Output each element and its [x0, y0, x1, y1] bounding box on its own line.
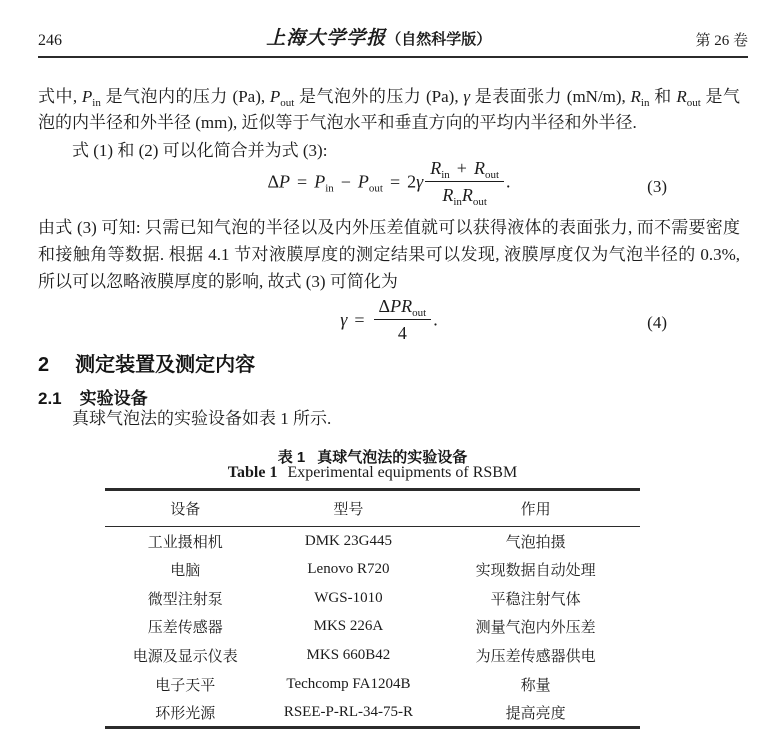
- cell-equipment: 微型注射泵: [147, 591, 223, 608]
- paragraph-text: 和: [649, 87, 677, 106]
- cell-equipment: 环形光源: [155, 705, 216, 722]
- math-var: P: [269, 87, 281, 106]
- table-caption-en-text: Experimental equipments of RSBM: [287, 464, 518, 481]
- math-var: P: [357, 171, 369, 192]
- plus-sign: +: [456, 158, 467, 178]
- fraction-numerator: [374, 296, 432, 319]
- body-paragraph-3: 由式 (3) 可知: 只需已知气泡的半径以及内外压差值就可以获得液体的表面张力, 而不需要密度和接触角等数据. 根据 4.1 节对液膜厚度的测定结果可以发现, 液膜厚度仅为气泡半径的 0.3%, 所以可以忽略液膜厚度的影响, 故式 (3) 可简化为: [38, 218, 740, 291]
- fraction: [425, 158, 504, 208]
- cell-equipment: 压差传感器: [147, 620, 223, 637]
- table-row: [105, 584, 640, 613]
- math-subscript: in: [92, 97, 101, 109]
- cell-model: DMK 23G445: [304, 532, 392, 549]
- page-number: 246: [38, 32, 62, 49]
- journal-subtitle: （自然科学版）: [386, 32, 492, 48]
- math-delta: Δ: [267, 171, 280, 192]
- paragraph-text: 是气泡的内半径和外半径 (mm), 近似等于气泡水平和垂直方向的平均内半径和外半径.: [38, 87, 741, 132]
- math-number: 4: [397, 323, 407, 343]
- equation-number: (4): [647, 313, 667, 332]
- math-var: P: [81, 87, 93, 106]
- math-var: P: [314, 171, 326, 192]
- cell-function: 称量: [520, 677, 551, 694]
- cell-equipment: 电源及显示仪表: [132, 649, 238, 666]
- cell-model: Lenovo R720: [307, 561, 390, 578]
- period: .: [506, 171, 511, 192]
- period: .: [433, 309, 438, 330]
- math-subscript: in: [441, 169, 450, 181]
- cell-equipment: 电子天平: [155, 677, 216, 694]
- table-row: [105, 641, 640, 670]
- paragraph-text: 是气泡外的压力 (Pa),: [294, 87, 464, 106]
- fraction-numerator: [425, 158, 504, 181]
- equals-sign: =: [389, 171, 401, 192]
- cell-function: 平稳注射气体: [490, 591, 581, 608]
- equation-3-expression: [267, 160, 510, 207]
- section-number: 2: [38, 354, 50, 376]
- table-caption-zh-label: 表 1: [277, 449, 306, 466]
- section-title: 测定装置及测定内容: [75, 354, 256, 376]
- cell-model: MKS 660B42: [306, 647, 391, 664]
- cell-model: RSEE-P-RL-34-75-R: [283, 703, 413, 720]
- cell-model: WGS-1010: [314, 589, 383, 606]
- journal-title: 上海大学学报: [266, 28, 387, 49]
- table-caption-zh-text: 真球气泡法的实验设备: [317, 449, 468, 466]
- math-subscript: in: [325, 182, 334, 195]
- volume-label: 第 26 卷: [695, 33, 748, 49]
- math-subscript: in: [640, 97, 650, 109]
- math-var: R: [630, 87, 641, 106]
- fraction-denominator: [425, 181, 504, 208]
- math-var: R: [442, 185, 454, 205]
- paragraph-text: 是气泡内的压力 (Pa),: [100, 87, 270, 106]
- table-row: [105, 527, 640, 556]
- cell-equipment: 电脑: [170, 563, 201, 580]
- equation-4: [38, 298, 740, 348]
- math-var: R: [676, 87, 687, 106]
- cell-function: 气泡拍摄: [505, 534, 566, 551]
- journal-name: [266, 23, 491, 50]
- table-header-row: [105, 490, 640, 527]
- math-var: R: [430, 158, 442, 178]
- math-var: R: [473, 158, 485, 178]
- paragraph-text: 是表面张力 (mN/m),: [470, 87, 631, 106]
- math-var: γ: [416, 171, 424, 192]
- section-number: 2.1: [38, 389, 62, 408]
- column-header-function: 作用: [431, 490, 640, 527]
- cell-function: 实现数据自动处理: [475, 563, 596, 580]
- cell-function: 提高亮度: [505, 705, 566, 722]
- math-var: R: [461, 185, 473, 205]
- cell-model: Techcomp FA1204B: [286, 675, 411, 692]
- column-header-equipment: 设备: [105, 490, 266, 527]
- equals-sign: =: [354, 309, 365, 330]
- equals-sign: =: [297, 171, 308, 192]
- table-caption-en: [105, 464, 640, 482]
- section-2-heading: [38, 348, 255, 377]
- table-row: [105, 555, 640, 584]
- math-delta: Δ: [378, 296, 391, 316]
- equipment-table: [105, 488, 640, 729]
- body-paragraph-2: 式 (1) 和 (2) 可以化简合并为式 (3):: [72, 141, 328, 160]
- paragraph-text: 式中,: [38, 87, 82, 106]
- math-subscript: out: [484, 169, 500, 181]
- table-row: [105, 670, 640, 699]
- column-header-model: 型号: [266, 490, 432, 527]
- math-var: γ: [463, 87, 471, 106]
- table-caption-en-label: Table 1: [227, 464, 278, 481]
- body-paragraph-4: 真球气泡法的实验设备如表 1 所示.: [72, 409, 332, 428]
- page-header: [38, 30, 748, 58]
- math-subscript: out: [686, 97, 701, 109]
- cell-model: MKS 226A: [313, 618, 384, 635]
- math-subscript: out: [368, 182, 383, 195]
- equation-number: (3): [647, 177, 667, 196]
- math-var: P: [279, 171, 291, 192]
- math-subscript: out: [472, 196, 487, 208]
- cell-equipment: 工业摄相机: [147, 534, 223, 551]
- math-var: R: [401, 296, 413, 316]
- fraction: [374, 296, 432, 343]
- body-paragraph-1: [38, 84, 740, 136]
- table-row: [105, 613, 640, 642]
- math-subscript: in: [453, 196, 462, 208]
- math-coefficient: 2: [407, 171, 417, 192]
- equation-3: [38, 160, 740, 214]
- minus-sign: −: [340, 171, 351, 192]
- section-title: 实验设备: [79, 389, 148, 408]
- cell-function: 为压差传感器供电: [475, 649, 596, 666]
- equation-4-expression: [340, 298, 437, 345]
- math-subscript: out: [412, 307, 427, 319]
- math-var: γ: [340, 309, 348, 330]
- table-row: [105, 699, 640, 728]
- cell-function: 测量气泡内外压差: [475, 620, 596, 637]
- math-subscript: out: [280, 97, 295, 109]
- fraction-denominator: [374, 319, 432, 343]
- math-var: P: [390, 296, 402, 316]
